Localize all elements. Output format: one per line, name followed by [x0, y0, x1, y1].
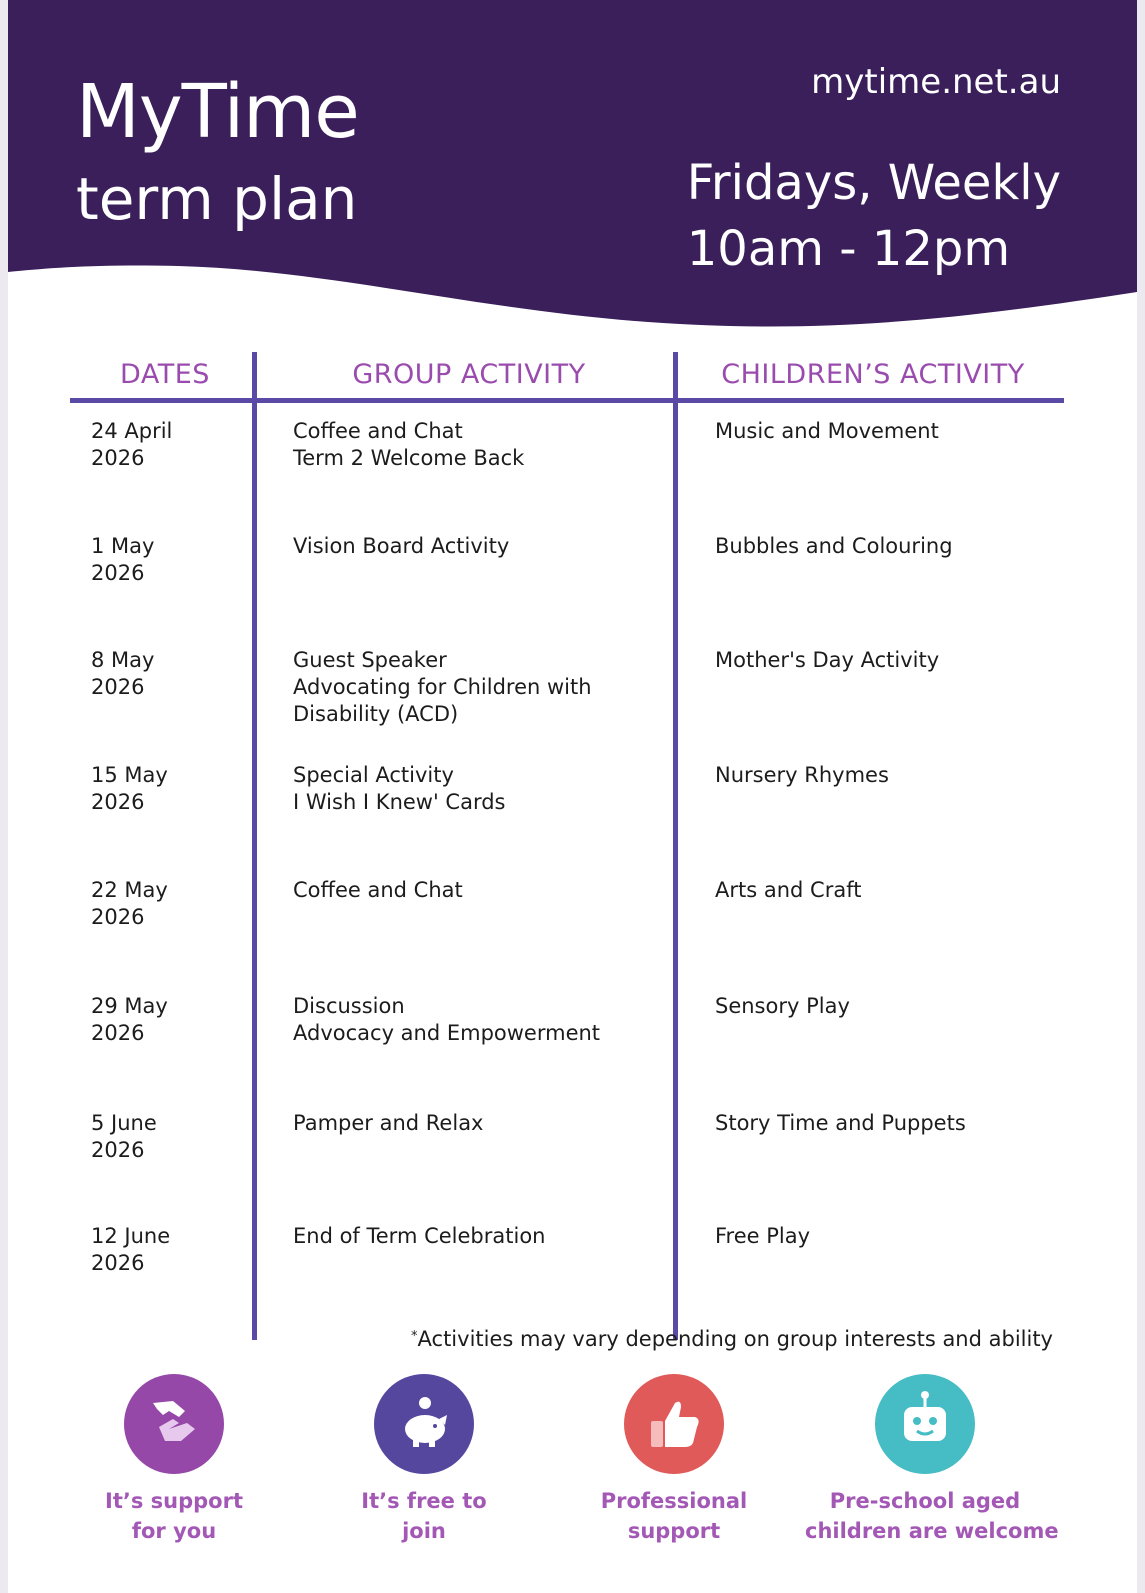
note-text: Activities may vary depending on group interests and ability [417, 1327, 1053, 1351]
childrens-activity-cell: Sensory Play [715, 994, 850, 1018]
website-link[interactable]: mytime.net.au [811, 62, 1061, 102]
feature-free [304, 1374, 544, 1546]
group-activity-cell: Coffee and Chat Term 2 Welcome Back [293, 419, 525, 470]
group-activity-cell: Coffee and Chat [293, 878, 463, 902]
date-cell: 22 May 2026 [91, 878, 168, 929]
childrens-activity-cell: Music and Movement [715, 419, 939, 443]
schedule-time: 10am - 12pm [686, 221, 1011, 277]
feature-label: Pre-school aged children are welcome [805, 1489, 1059, 1543]
piggy-bank-icon [374, 1374, 474, 1474]
group-activity-cell: Discussion Advocacy and Empowerment [293, 994, 601, 1045]
group-activity-cell: Vision Board Activity [293, 534, 510, 558]
group-activity-cell: Pamper and Relax [293, 1111, 484, 1135]
date-cell: 29 May 2026 [91, 994, 168, 1045]
date-cell: 12 June 2026 [91, 1224, 171, 1275]
date-cell: 1 May 2026 [91, 534, 155, 585]
column-divider-2 [673, 352, 678, 1340]
feature-preschool [805, 1374, 1059, 1546]
childrens-activity-cell: Nursery Rhymes [715, 763, 889, 787]
helping-hands-icon [124, 1374, 224, 1474]
column-header-childrens-activity: CHILDREN’S ACTIVITY [721, 359, 1025, 390]
date-cell: 15 May 2026 [91, 763, 168, 814]
group-activity-cell: Special Activity I Wish I Knew' Cards [293, 763, 506, 814]
term-plan-table [8, 350, 1137, 1340]
brand-subtitle: term plan [76, 165, 358, 233]
feature-label: It’s free to join [361, 1489, 487, 1543]
feature-label: Professional support [600, 1489, 748, 1543]
header-divider [70, 398, 1064, 403]
feature-label: It’s support for you [105, 1489, 243, 1543]
feature-support [54, 1374, 294, 1546]
date-cell: 5 June 2026 [91, 1111, 157, 1162]
feature-professional [554, 1374, 794, 1546]
column-divider-1 [252, 352, 257, 1340]
brand-title: MyTime [76, 69, 359, 155]
note-asterisk: * [411, 1329, 418, 1344]
column-header-group-activity: GROUP ACTIVITY [352, 359, 586, 390]
activities-note [411, 1323, 1053, 1353]
schedule-day: Fridays, Weekly [686, 155, 1061, 211]
term-plan-page [8, 0, 1137, 1593]
date-cell: 24 April 2026 [91, 419, 173, 470]
childrens-activity-cell: Story Time and Puppets [715, 1111, 966, 1135]
group-activity-cell: Guest Speaker Advocating for Children with Disability (ACD) [293, 648, 592, 726]
date-cell: 8 May 2026 [91, 648, 155, 699]
group-activity-cell: End of Term Celebration [293, 1224, 546, 1248]
thumbs-up-icon [624, 1374, 724, 1474]
childrens-activity-cell: Mother's Day Activity [715, 648, 940, 672]
childrens-activity-cell: Arts and Craft [715, 878, 862, 902]
robot-toy-icon [875, 1374, 975, 1474]
childrens-activity-cell: Bubbles and Colouring [715, 534, 953, 558]
childrens-activity-cell: Free Play [715, 1224, 811, 1248]
schedule-block [687, 150, 1061, 282]
column-header-dates: DATES [120, 359, 210, 390]
